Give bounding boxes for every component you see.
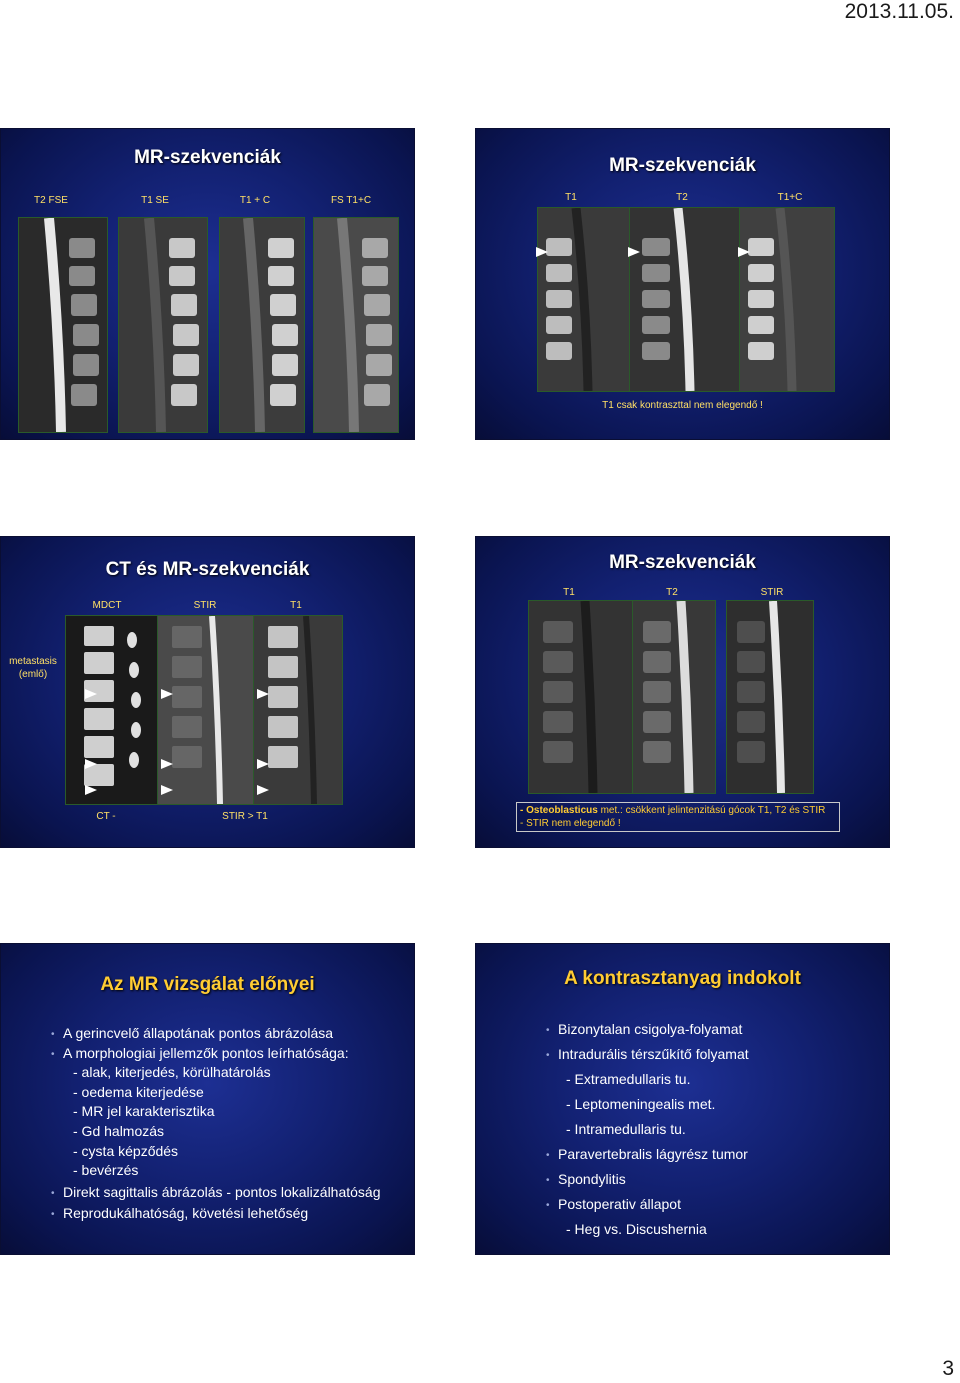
spine-image [633,601,715,793]
sequence-label: MDCT [92,600,122,611]
sequence-label: T1 [563,587,575,598]
sequence-label: STIR [193,600,217,611]
slide-title: MR-szekvenciák [609,155,756,176]
arrow-icon [536,247,548,257]
note-text: met.: csökkent jelintenzitású gócok T1, T2 és STIR [597,805,826,816]
list-item: • Reprodukálhatóság, követési lehetőség [63,1204,381,1224]
spine-image [66,616,158,804]
spine-image [538,208,630,391]
mri-image-t1 [537,207,631,392]
arrow-icon [85,689,97,699]
arrow-icon [738,247,750,257]
sequence-label: T1+C [777,192,803,203]
spine-image [529,601,633,793]
mri-image-t2 [629,207,741,392]
arrow-icon [161,689,173,699]
bottom-label-stir: STIR > T1 [222,811,268,822]
sequence-label: T2 [666,587,678,598]
slide-contrast-indications [476,944,889,1254]
sequence-label: FS T1+C [330,195,372,206]
sequence-label: T1 [290,600,302,611]
list-item: • Bizonytalan csigolya-folyamat [558,1017,749,1042]
mri-image-t2fse [18,217,108,433]
header-date: 2013.11.05. [844,0,954,23]
mri-image-t1c [739,207,835,392]
slide-mr-sequences-3 [476,537,889,847]
mri-image-stir [726,600,814,794]
list-item: • Paravertebralis lágyrész tumor [558,1142,749,1167]
list-item: • Postoperativ állapot [558,1192,749,1217]
slide-mr-sequences-1 [1,129,414,439]
arrow-icon [85,785,97,795]
list-subitem: - Gd halmozás [73,1122,165,1139]
sequence-label: T2 FSE [34,195,68,206]
slide-caption: T1 csak kontraszttal nem elegendő ! [602,400,763,411]
slide-title: A kontrasztanyag indokolt [564,968,801,989]
bottom-label-ct: CT - [96,811,116,822]
slide-title: Az MR vizsgálat előnyei [100,974,315,995]
slide-title: MR-szekvenciák [609,552,756,573]
list-subitem: - alak, kiterjedés, körülhatárolás [73,1064,271,1081]
arrow-icon [85,759,97,769]
ct-image-mdct [65,615,159,805]
list-item: • A morphologiai jellemzők pontos leírhatósága: [63,1044,381,1064]
list-subitem: - Extramedullaris tu. [566,1071,691,1087]
list-item: • Spondylitis [558,1167,749,1192]
spine-image [220,218,304,432]
mri-image-t1c [219,217,305,433]
slide-title: MR-szekvenciák [134,147,281,168]
list-subitem: - oedema kiterjedése [73,1083,204,1100]
sequence-label: T1 [565,192,577,203]
sequence-label: STIR [760,587,784,598]
spine-image [19,218,107,432]
list-item: • Direkt sagittalis ábrázolás - pontos lokalizálhatóság [63,1183,381,1203]
sequence-label: T2 [676,192,688,203]
list-subitem: - Intramedullaris tu. [566,1121,686,1137]
spine-image [119,218,207,432]
slide-mr-sequences-2 [476,129,889,439]
spine-image [740,208,834,391]
spine-image [630,208,740,391]
advantages-list [63,1024,381,1224]
list-item: • A gerincvelő állapotának pontos ábrázolása [63,1024,381,1044]
arrow-icon [628,247,640,257]
sequence-label: T1 + C [239,195,271,206]
mri-image-fst1c [313,217,399,433]
spine-image [727,601,813,793]
mri-image-t1 [253,615,343,805]
spine-image [254,616,342,804]
arrow-icon [257,759,269,769]
mri-image-t1se [118,217,208,433]
mri-image-stir [157,615,255,805]
list-subitem: - Leptomeningealis met. [566,1096,716,1112]
side-label: (emlő) [18,669,48,680]
list-subitem: - bevérzés [73,1162,139,1179]
slide-title: CT és MR-szekvenciák [105,559,310,580]
arrow-icon [161,785,173,795]
arrow-icon [161,759,173,769]
list-item: • Intradurális térszűkítő folyamat [558,1042,749,1067]
list-subitem: - MR jel karakterisztika [73,1103,215,1120]
spine-image [314,218,398,432]
list-subitem: - Heg vs. Discushernia [566,1221,707,1237]
spine-image [158,616,254,804]
indications-list [558,1017,749,1242]
list-subitem: - cysta képződés [73,1142,179,1159]
sequence-label: T1 SE [141,195,169,206]
slide-mr-advantages [1,944,414,1254]
note-box [516,802,840,832]
mri-image-t1 [528,600,634,794]
side-label: metastasis [9,656,57,667]
note-bold: - Osteoblasticus [520,805,598,816]
note-line2: - STIR nem elegendő ! [520,818,621,829]
slide-ct-mr-sequences [1,537,414,847]
page-number: 3 [942,1357,954,1380]
arrow-icon [257,785,269,795]
arrow-icon [257,689,269,699]
mri-image-t2 [632,600,716,794]
